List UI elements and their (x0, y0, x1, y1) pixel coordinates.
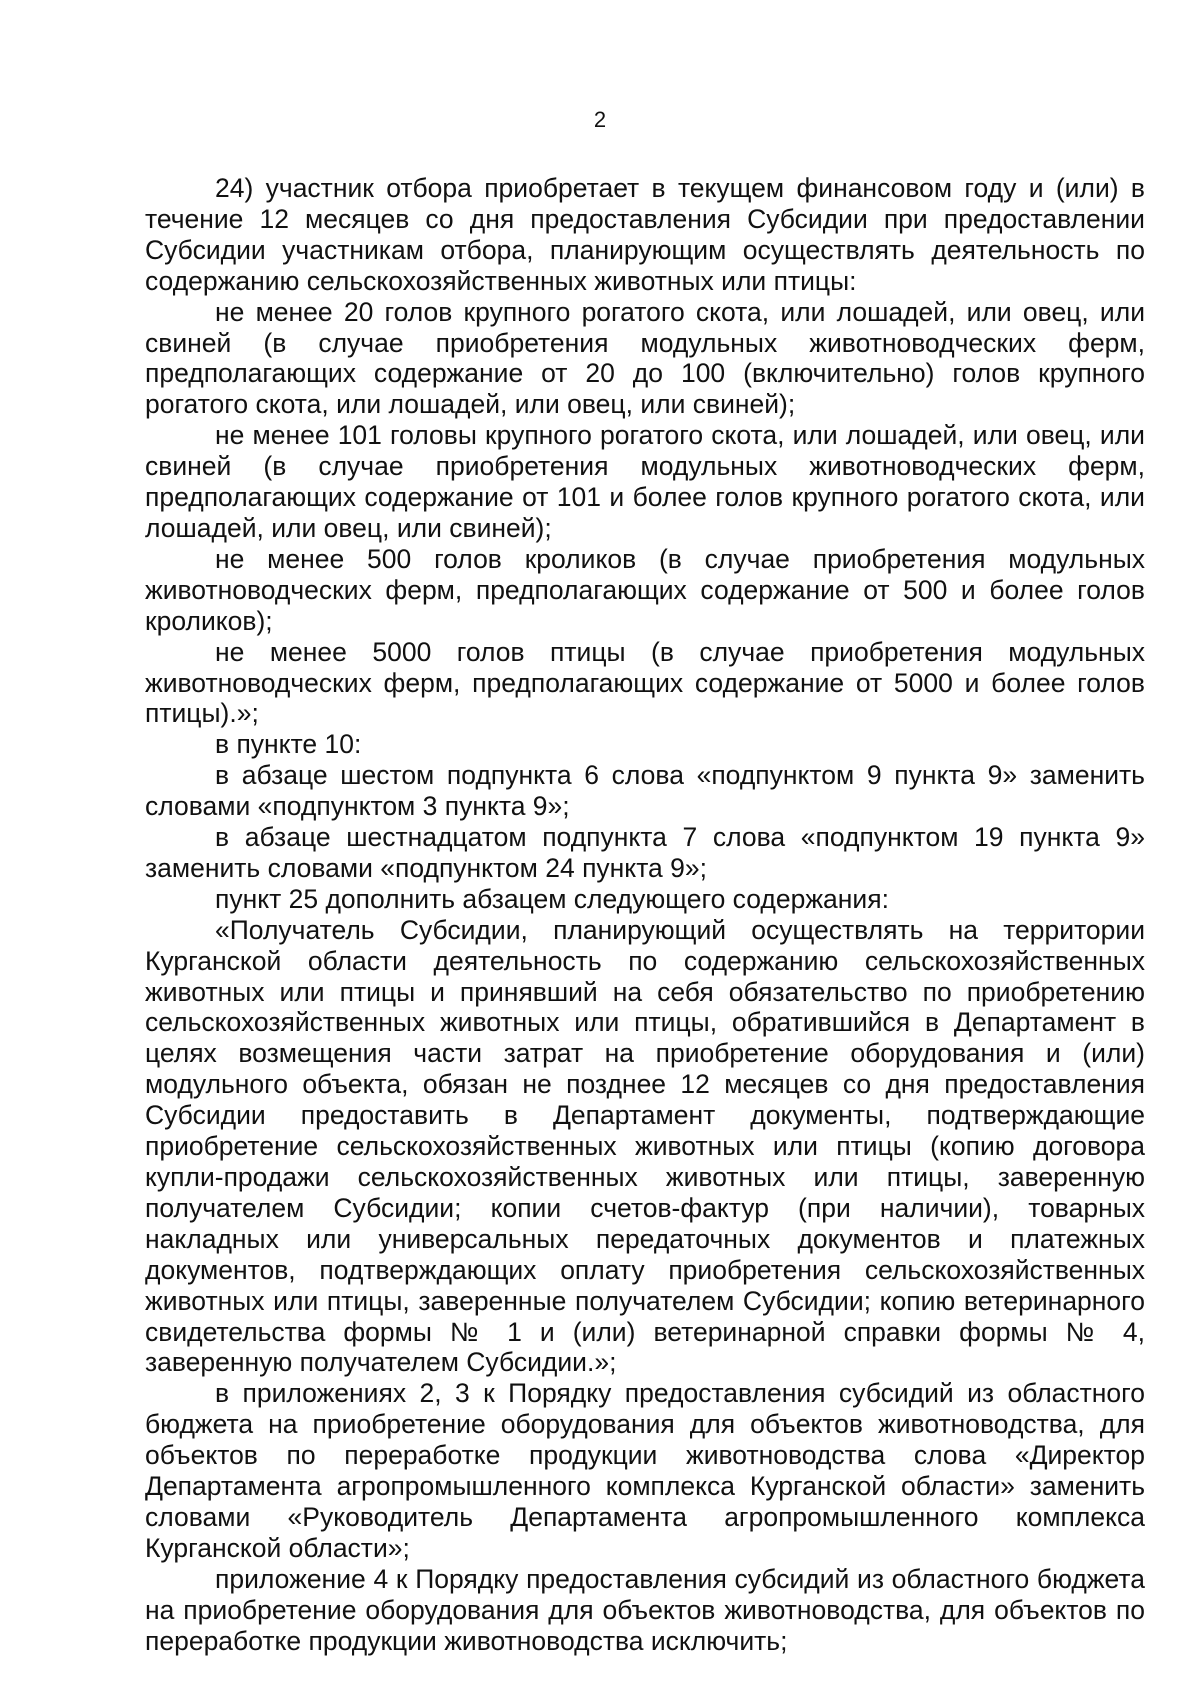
paragraph-appendix-4: приложение 4 к Порядку предоставления субсидий из областного бюджета на приобретение оборудования для объектов животноводства, для объектов по переработке продукции животноводства исключить; (145, 1563, 1145, 1656)
paragraph-poultry-5000: не менее 5000 голов птицы (в случае приобретения модульных животноводческих ферм, предполагающих содержание от 5000 и более голов птицы).»; (145, 636, 1145, 729)
paragraph-cattle-101: не менее 101 головы крупного рогатого скота, или лошадей, или овец, или свиней (в случае приобретения модульных животноводческих ферм, предполагающих содержание от 101 и более голов крупного рогатого скота, или лошадей, или овец, или свиней); (145, 420, 1145, 543)
paragraph-item-24: 24) участник отбора приобретает в текущем финансовом году и (или) в течение 12 месяцев со дня предоставления Субсидии при предоставлении Субсидии участникам отбора, планирующим осуществлять деятельность по содержанию сельскохозяйственных животных или птицы: (145, 173, 1145, 296)
document-body (145, 173, 1145, 1657)
paragraph-appendices-2-3: в приложениях 2, 3 к Порядку предоставления субсидий из областного бюджета на приобретение оборудования для объектов животноводства, для объектов по переработке продукции животноводства слова «Директор Департамента агропромышленного комплекса Курганской области» заменить словами «Руководитель Департамента агропромышленного комплекса Курганской области»; (145, 1378, 1145, 1563)
paragraph-recipient-obligation: «Получатель Субсидии, планирующий осуществлять на территории Курганской области деятельность по содержанию сельскохозяйственных животных или птицы и принявший на себя обязательство по приобретению сельскохозяйственных животных или птицы, обратившийся в Департамент в целях возмещения части затрат на приобретение оборудования и (или) модульного объекта, обязан не позднее 12 месяцев со дня предоставления Субсидии предоставить в Департамент документы, подтверждающие приобретение сельскохозяйственных животных или птицы (копию договора купли-продажи сельскохозяйственных животных или птицы, заверенную получателем Субсидии; копии счетов-фактур (при наличии), товарных накладных или универсальных передаточных документов и платежных документов, подтверждающих оплату приобретения сельскохозяйственных животных или птицы, заверенные получателем Субсидии; копию ветеринарного свидетельства формы № 1 и (или) ветеринарной справки формы № 4, заверенную получателем Субсидии.»; (145, 914, 1145, 1378)
paragraph-clause-25: пункт 25 дополнить абзацем следующего содержания: (215, 883, 889, 914)
paragraph-subclause-7: в абзаце шестнадцатом подпункта 7 слова «подпунктом 19 пункта 9» заменить словами «подпунктом 24 пункта 9»; (145, 822, 1145, 883)
paragraph-cattle-20: не менее 20 голов крупного рогатого скота, или лошадей, или овец, или свиней (в случае приобретения модульных животноводческих ферм, предполагающих содержание от 20 до 100 (включительно) голов крупного рогатого скота, или лошадей, или овец, или свиней); (145, 296, 1145, 420)
paragraph-clause-10: в пункте 10: (215, 729, 362, 760)
paragraph-subclause-6: в абзаце шестом подпункта 6 слова «подпунктом 9 пункта 9» заменить словами «подпунктом 3 пункта 9»; (145, 760, 1145, 822)
page-number: 2 (593, 107, 607, 132)
paragraph-rabbits-500: не менее 500 голов кроликов (в случае приобретения модульных животноводческих ферм, предполагающих содержание от 500 и более голов кроликов); (145, 543, 1145, 636)
